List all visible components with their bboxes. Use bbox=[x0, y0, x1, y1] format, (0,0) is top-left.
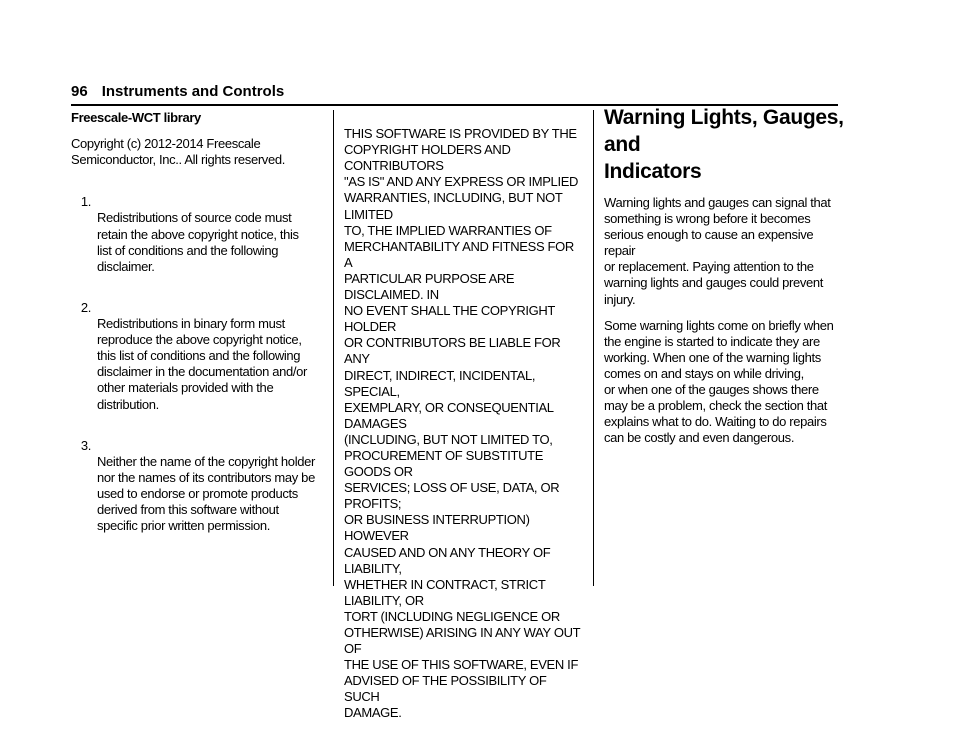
list-item bbox=[71, 178, 326, 275]
page-number: 96 bbox=[71, 83, 88, 100]
column-divider bbox=[593, 110, 594, 586]
list-item bbox=[71, 422, 326, 535]
page-header bbox=[71, 82, 838, 106]
column-divider bbox=[333, 110, 334, 586]
list-item-number: 3. bbox=[80, 437, 91, 453]
library-title: Freescale-WCT library bbox=[71, 110, 201, 125]
disclaimer-text: THIS SOFTWARE IS PROVIDED BY THE COPYRIGHT HOLDERS AND CONTRIBUTORS "AS IS" AND ANY EXPRESS OR IMPLIED WARRANTIES, INCLUDING, BUT NOT LIMITED TO, THE IMPLIED WARRANTIES OF MERCHANTABILITY AND FITNESS FOR A PARTICULAR PURPOSE ARE DISCLAIMED. IN NO EVENT SHALL THE COPYRIGHT HOLDER OR CONTRIBUTORS BE LIABLE FOR ANY DIRECT, INDIRECT, INCIDENTAL, SPECIAL, EXEMPLARY, OR CONSEQUENTIAL DAMAGES (INCLUDING, BUT NOT LIMITED TO, PROCUREMENT OF SUBSTITUTE GOODS OR SERVICES; LOSS OF USE, DATA, OR PROFITS; OR BUSINESS INTERRUPTION) HOWEVER CAUSED AND ON ANY THEORY OF LIABILITY, WHETHER IN CONTRACT, STRICT LIABILITY, OR TORT (INCLUDING NEGLIGENCE OR OTHERWISE) ARISING IN ANY WAY OUT OF THE USE OF THIS SOFTWARE, EVEN IF ADVISED OF THE POSSIBILITY OF SUCH DAMAGE. bbox=[344, 126, 580, 721]
conditions-list bbox=[71, 178, 326, 534]
copyright-notice: Copyright (c) 2012-2014 Freescale Semiconductor, Inc.. All rights reserved. bbox=[71, 136, 285, 168]
paragraph: Some warning lights come on briefly when the engine is started to indicate they are working. When one of the warning lights comes on and stays on while driving, or when one of the gauges shows there may be a problem, check the section that explains what to do. Waiting to do repairs can be costly and even dangerous. bbox=[604, 317, 834, 446]
right-column bbox=[604, 106, 844, 456]
list-item-number: 2. bbox=[80, 299, 91, 315]
section-title-header: Instruments and Controls bbox=[101, 83, 285, 100]
left-column bbox=[71, 110, 326, 543]
list-item bbox=[71, 284, 326, 413]
list-item-text: Redistributions in binary form must reproduce the above copyright notice, this list of conditions and the following disclaimer in the documentation and/or other materials provided with the distribution. bbox=[97, 316, 307, 412]
section-heading: Warning Lights, Gauges, and Indicators bbox=[604, 106, 844, 183]
list-item-text: Neither the name of the copyright holder nor the names of its contributors may be used to endorse or promote products derived from this software without specific prior written permission. bbox=[97, 453, 315, 534]
list-item-number: 1. bbox=[80, 194, 91, 210]
middle-column bbox=[344, 110, 580, 738]
list-item-text: Redistributions of source code must retain the above copyright notice, this list of conditions and the following disclaimer. bbox=[97, 210, 299, 274]
paragraph: Warning lights and gauges can signal that something is wrong before it becomes serious enough to cause an expensive repair or replacement. Paying attention to the warning lights and gauges could prevent injury. bbox=[604, 195, 831, 307]
